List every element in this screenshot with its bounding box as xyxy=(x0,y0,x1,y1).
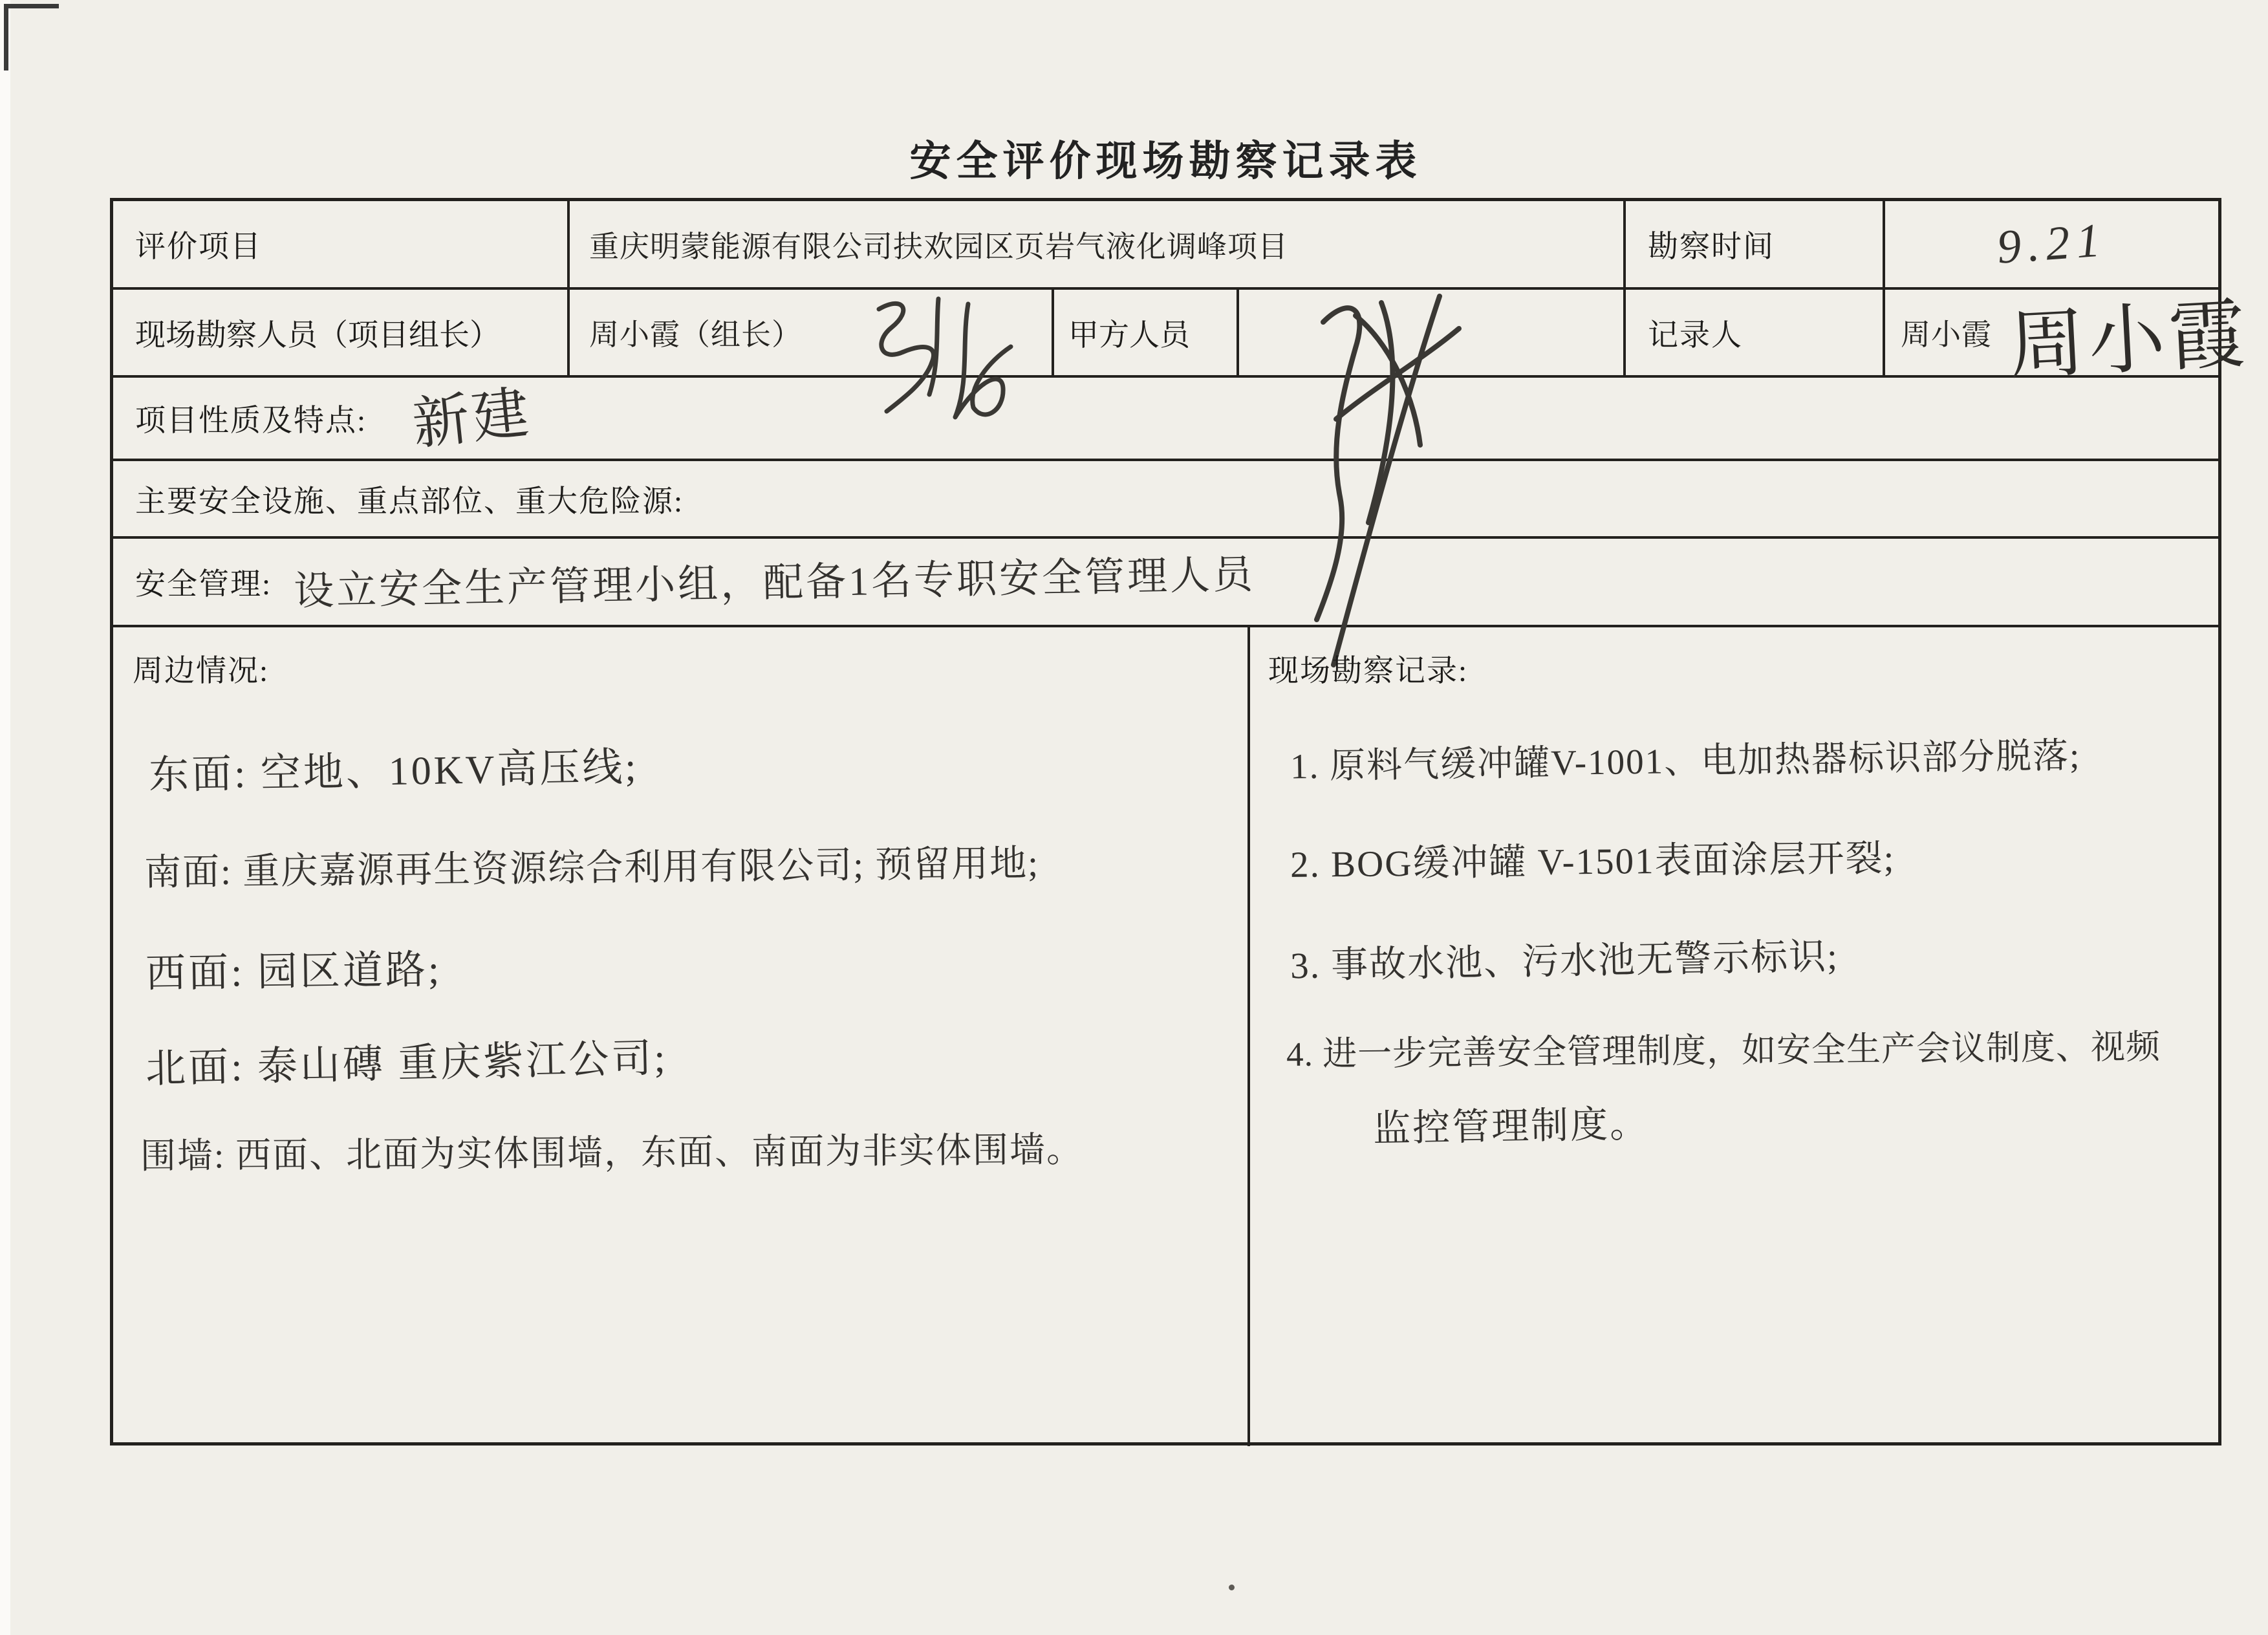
safety-facilities-label: 主要安全设施、重点部位、重大危险源: xyxy=(135,484,684,519)
row-notes xyxy=(113,627,2218,1446)
survey-form-table xyxy=(110,198,2251,1446)
survey-record-line-2: 2. BOG缓冲罐 V-1501表面涂层开裂; xyxy=(1290,838,1895,885)
project-name: 重庆明蒙能源有限公司扶欢园区页岩气液化调峰项目 xyxy=(589,230,1288,263)
survey-time-label-cell xyxy=(1626,201,1885,287)
recorder-value: 周小霞 xyxy=(1901,318,1992,351)
surroundings-line-wall: 围墙: 西面、北面为实体围墙，东面、南面为非实体围墙。 xyxy=(140,1129,1084,1176)
survey-time-value-cell xyxy=(1885,201,2218,287)
recorder-label-cell xyxy=(1626,290,1885,375)
client-signature-cell xyxy=(1239,290,1626,375)
client-label: 甲方人员 xyxy=(1068,318,1190,352)
project-nature-label: 项目性质及特点: xyxy=(135,404,367,438)
project-nature-value: 新建 xyxy=(409,382,535,457)
scan-dot-artifact xyxy=(1229,1585,1235,1590)
survey-record-line-1: 1. 原料气缓冲罐V-1001、电加热器标识部分脱落; xyxy=(1290,735,2081,786)
client-label-cell xyxy=(1054,290,1239,375)
row-safety-facilities xyxy=(113,461,2218,539)
safety-management-value: 设立安全生产管理小组，配备1名专职安全管理人员 xyxy=(293,553,1256,614)
survey-record-line-3: 3. 事故水池、污水池无警示标识; xyxy=(1290,936,1839,987)
survey-records-title: 现场勘察记录: xyxy=(1268,655,1469,688)
scan-corner-artifact xyxy=(4,4,59,70)
recorder-label: 记录人 xyxy=(1648,318,1743,352)
row-personnel xyxy=(113,290,2251,389)
project-nature-cell xyxy=(113,378,2218,459)
survey-record-line-4-cont: 监控管理制度。 xyxy=(1372,1103,1650,1150)
surroundings-line-north: 北面: 泰山磚 重庆紫江公司; xyxy=(145,1036,669,1092)
surveyors-label: 现场勘察人员（项目组长） xyxy=(135,318,500,352)
project-label-cell xyxy=(113,201,570,287)
scan-strip-artifact xyxy=(0,0,10,1635)
recorder-signature: 周小霞 xyxy=(2006,292,2251,389)
row-safety-management xyxy=(113,539,2218,627)
surveyors-label-cell xyxy=(113,290,570,375)
surroundings-title: 周边情况: xyxy=(133,655,270,688)
survey-time-label: 勘察时间 xyxy=(1648,230,1775,264)
safety-facilities-cell xyxy=(113,461,2218,536)
row-project-nature xyxy=(113,378,2218,461)
survey-time-value: 9.21 xyxy=(1995,213,2108,274)
project-name-cell xyxy=(570,201,1626,287)
surroundings-line-south: 南面: 重庆嘉源再生资源综合利用有限公司; 预留用地; xyxy=(144,843,1040,894)
recorder-value-cell xyxy=(1885,290,2251,389)
survey-record-line-4: 4. 进一步完善安全管理制度，如安全生产会议制度、视频 xyxy=(1286,1028,2161,1074)
safety-management-cell xyxy=(113,539,2218,625)
surveyors-value: 周小霞（组长） xyxy=(589,318,802,351)
surroundings-cell xyxy=(113,627,1250,1446)
surroundings-line-west: 西面: 园区道路; xyxy=(145,947,442,997)
surroundings-line-east: 东面: 空地、10KV高压线; xyxy=(148,745,640,798)
survey-records-cell xyxy=(1250,627,2218,1446)
row-project xyxy=(113,201,2218,290)
surveyors-value-cell xyxy=(570,290,1054,375)
safety-management-label: 安全管理: xyxy=(135,568,272,601)
form-title: 安全评价现场勘察记录表 xyxy=(909,138,1422,184)
project-label: 评价项目 xyxy=(135,230,262,264)
